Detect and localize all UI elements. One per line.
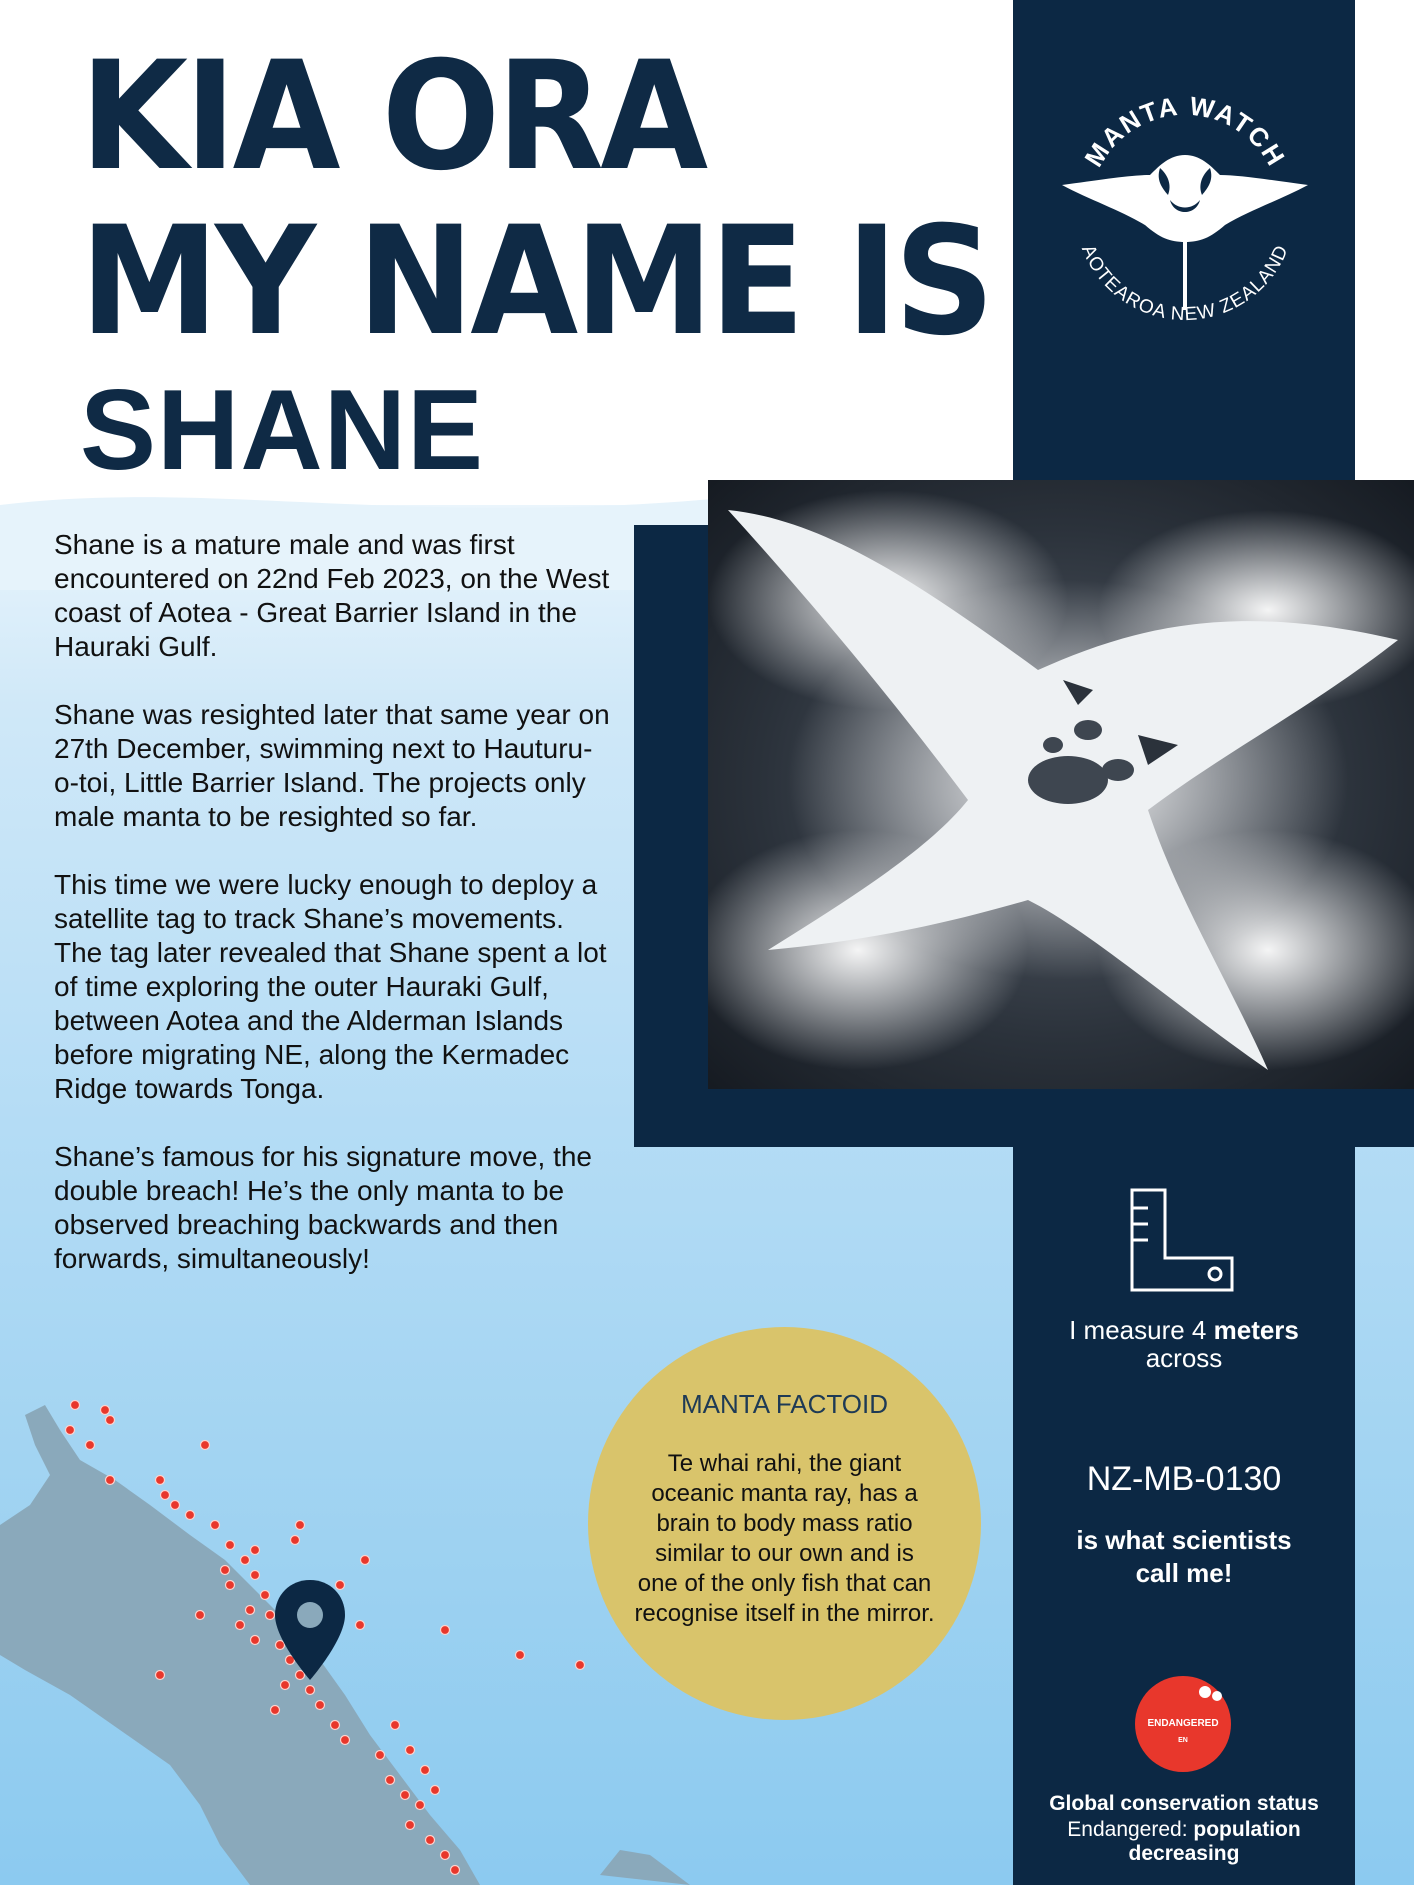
- factoid-circle: [588, 1327, 981, 1720]
- sighting-dot: [386, 1776, 395, 1785]
- sighting-dot: [71, 1401, 80, 1410]
- conservation-title: Global conservation status: [1049, 1792, 1319, 1815]
- sighting-dot: [451, 1866, 460, 1875]
- sighting-dot: [421, 1766, 430, 1775]
- story-paragraph-2: Shane was resighted later that same year on 27th December, swimming next to Hauturu-o-toi, Little Barrier Island. The projects only male manta to be resighted so far.: [54, 699, 610, 832]
- sighting-dot: [441, 1851, 450, 1860]
- sighting-dot: [296, 1671, 305, 1680]
- sighting-dot: [281, 1681, 290, 1690]
- ruler-square-icon: [1130, 1188, 1235, 1293]
- sightings-map: [0, 1385, 700, 1885]
- conservation-status: [1013, 1818, 1355, 1866]
- badge-label: ENDANGERED: [1147, 1718, 1219, 1729]
- sighting-dot: [251, 1636, 260, 1645]
- sighting-dot: [86, 1441, 95, 1450]
- sighting-dot: [236, 1621, 245, 1630]
- sighting-dot: [336, 1581, 345, 1590]
- story-paragraph-3: This time we were lucky enough to deploy a satellite tag to track Shane’s movements. The tag later revealed that Shane spent a lot of time exploring the outer Hauraki Gulf, between Aotea and the Alderman Islands before migrating NE, along the Kermadec Ridge towards Tonga.: [54, 869, 607, 1104]
- sighting-dot: [101, 1406, 110, 1415]
- sighting-dot: [416, 1801, 425, 1810]
- scientific-id-caption: [1013, 1524, 1355, 1590]
- sighting-dot: [291, 1536, 300, 1545]
- status-bold: population decreasing: [1128, 1818, 1301, 1865]
- sighting-dot: [431, 1786, 440, 1795]
- sighting-dot: [106, 1476, 115, 1485]
- sighting-dot: [156, 1671, 165, 1680]
- sighting-dot: [271, 1706, 280, 1715]
- sighting-dot: [361, 1556, 370, 1565]
- sighting-dot: [211, 1521, 220, 1530]
- sighting-dot: [391, 1721, 400, 1730]
- sighting-dot: [276, 1641, 285, 1650]
- sighting-dot: [226, 1541, 235, 1550]
- sighting-dot: [196, 1611, 205, 1620]
- sighting-dot: [261, 1591, 270, 1600]
- measure-suffix: across: [1145, 1343, 1223, 1373]
- story-paragraph-4: Shane’s famous for his signature move, the double breach! He’s the only manta to be observed breaching backwards and then forwards, simultaneously!: [54, 1141, 593, 1274]
- sighting-dot: [246, 1606, 255, 1615]
- sighting-dot: [266, 1611, 275, 1620]
- sighting-dot: [106, 1416, 115, 1425]
- manta-watch-logo: [1050, 60, 1320, 350]
- sighting-dot: [171, 1501, 180, 1510]
- sighting-dot: [296, 1521, 305, 1530]
- measure-text: [1013, 1316, 1355, 1372]
- logo-bottom-text: AOTEAROA NEW ZEALAND: [1077, 241, 1293, 326]
- sighting-dot: [201, 1441, 210, 1450]
- factoid-title: MANTA FACTOID: [680, 1389, 889, 1419]
- title-greeting: KIA ORA: [80, 30, 705, 204]
- sighting-dot: [241, 1556, 250, 1565]
- status-prefix: Endangered:: [1067, 1818, 1194, 1841]
- land-coromandel: [600, 1850, 690, 1885]
- story-paragraph-1: Shane is a mature male and was first encountered on 22nd Feb 2023, on the West coast of Aotea - Great Barrier Island in the Hauraki Gulf.: [54, 529, 610, 662]
- scientific-id: NZ-MB-0130: [1086, 1460, 1282, 1498]
- measure-unit: meters: [1213, 1315, 1299, 1345]
- badge-code: EN: [1178, 1737, 1188, 1744]
- caption-line-1: is what scientists: [1076, 1525, 1292, 1555]
- sighting-dot: [341, 1736, 350, 1745]
- sighting-dot: [401, 1791, 410, 1800]
- sighting-dot: [161, 1491, 170, 1500]
- sighting-dot: [426, 1836, 435, 1845]
- sighting-dot: [331, 1721, 340, 1730]
- sighting-dot: [316, 1701, 325, 1710]
- sighting-dot: [251, 1571, 260, 1580]
- factoid-text: Te whai rahi, the giant oceanic manta ray, has a brain to body mass ratio similar to our own and is one of the only fish that can recognise itself in the mirror.: [634, 1450, 935, 1627]
- title-my-name-is: MY NAME IS: [80, 195, 991, 369]
- story-text: [54, 528, 614, 1310]
- land-northland: [0, 1405, 480, 1885]
- sighting-dot: [156, 1476, 165, 1485]
- manta-ray-icon: [1062, 155, 1308, 310]
- sighting-dot: [186, 1511, 195, 1520]
- sighting-dot: [306, 1686, 315, 1695]
- sighting-dot: [441, 1626, 450, 1635]
- sighting-dot: [406, 1821, 415, 1830]
- sighting-dot: [376, 1751, 385, 1760]
- measure-prefix: I measure 4: [1069, 1315, 1214, 1345]
- sighting-dot: [406, 1746, 415, 1755]
- caption-line-2: call me!: [1135, 1558, 1233, 1588]
- sighting-dot: [576, 1661, 585, 1670]
- manta-breach-photo: [708, 480, 1414, 1089]
- sighting-dot: [221, 1566, 230, 1575]
- sighting-dot: [226, 1581, 235, 1590]
- sighting-dot: [516, 1651, 525, 1660]
- logo-top-text: MANTA WATCH: [1078, 90, 1292, 173]
- sighting-dot: [251, 1546, 260, 1555]
- iucn-redlist-badge: [1133, 1674, 1233, 1774]
- sighting-dot: [66, 1426, 75, 1435]
- manta-name: SHANE: [80, 367, 485, 494]
- sighting-dot: [356, 1621, 365, 1630]
